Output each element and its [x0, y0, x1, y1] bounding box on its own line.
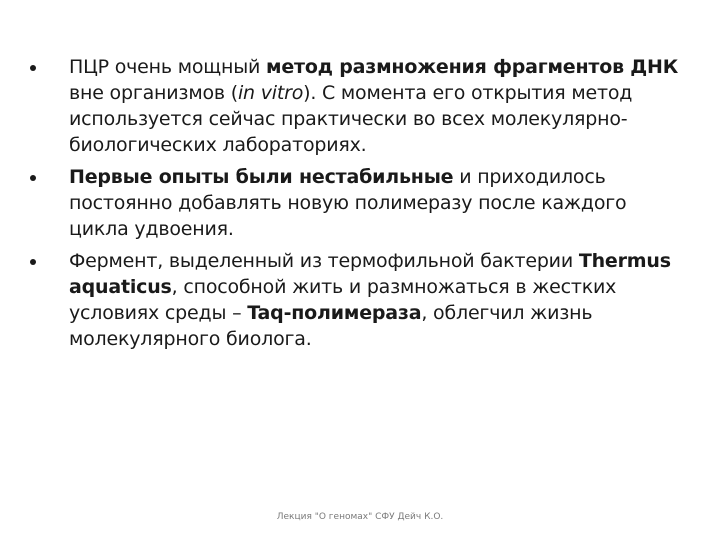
bullet-item-1	[30, 54, 690, 158]
text-segment: и приходилось постоянно добавлять новую полимеразу после каждого цикла удвоения.	[69, 166, 627, 240]
bullet-list	[30, 54, 690, 358]
text-segment-bold: метод размножения фрагментов ДНК	[266, 56, 679, 78]
text-segment: вне организмов (	[69, 82, 238, 104]
bullet-item-2	[30, 164, 690, 242]
bullet-1-text	[69, 56, 678, 156]
bullet-item-3	[30, 248, 690, 352]
text-segment: , способной жить и размножаться в жестких условиях среды –	[69, 276, 617, 324]
bullet-dot-icon	[30, 175, 36, 181]
text-segment-bold: Первые опыты были нестабильные	[69, 166, 454, 188]
text-segment-italic: in vitro	[237, 82, 304, 104]
bullet-dot-icon	[30, 65, 36, 71]
text-segment: Фермент, выделенный из термофильной бактерии	[69, 250, 579, 272]
text-segment-bold: Thermus aquaticus	[69, 250, 671, 298]
text-segment: , облегчил жизнь молекулярного биолога.	[69, 302, 593, 350]
bullet-dot-icon	[30, 259, 36, 265]
text-segment-bold: Taq-полимераза	[247, 302, 422, 324]
bullet-3-text	[69, 250, 671, 350]
text-segment: ). С момента его открытия метод используется сейчас практически во всех молекулярно-биологических лабораториях.	[69, 82, 633, 156]
footer-text: Лекция "О геномах" СФУ Дейч К.О.	[276, 512, 444, 522]
text-segment: ПЦР очень мощный	[69, 56, 266, 78]
bullet-2-text	[69, 166, 626, 240]
